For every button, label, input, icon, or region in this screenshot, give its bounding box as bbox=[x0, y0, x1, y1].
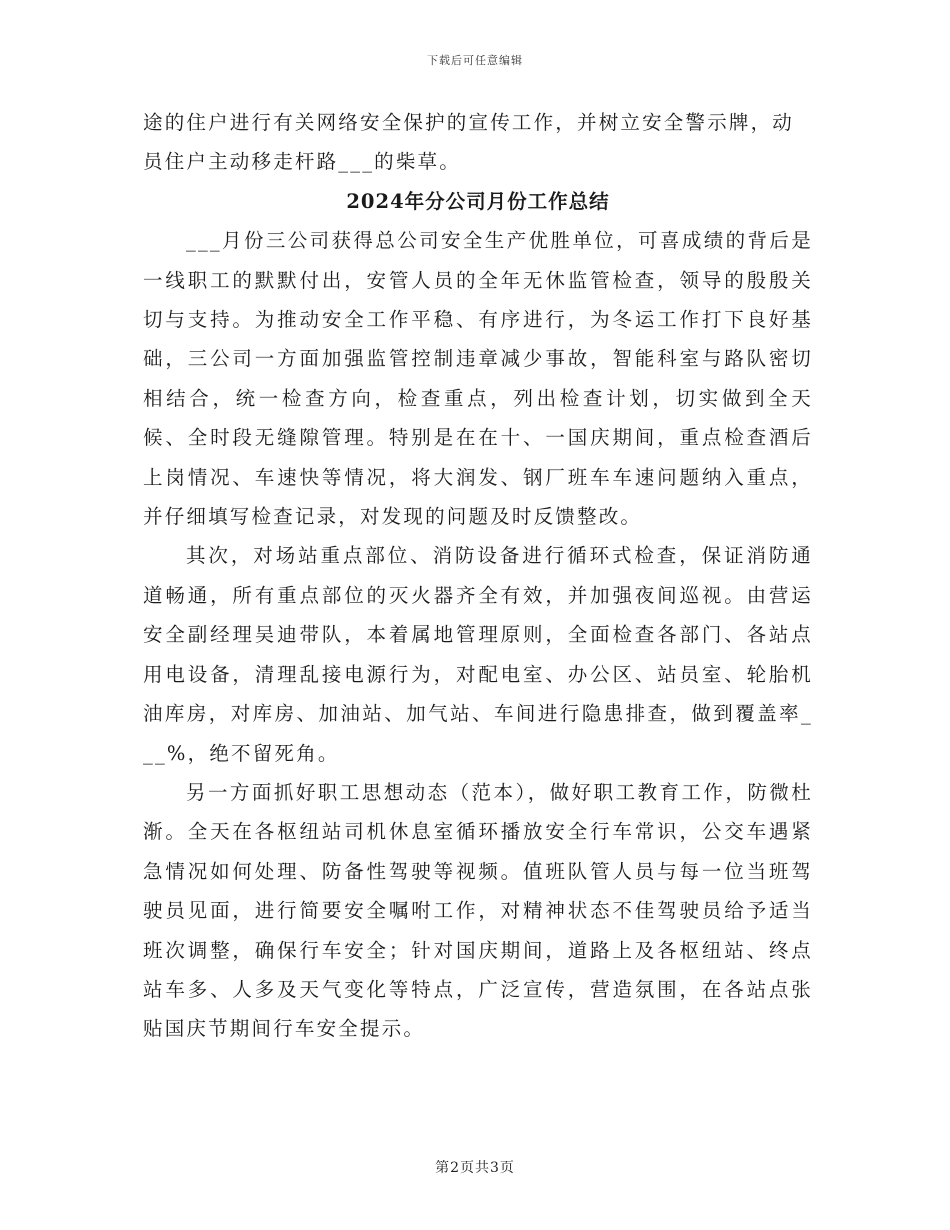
document-title: 2024年分公司月份工作总结 bbox=[346, 189, 610, 213]
continued-line-2: 员住户主动移走杆路___的柴草。 bbox=[143, 150, 461, 174]
document-body bbox=[143, 103, 813, 1049]
paragraph-1: ___月份三公司获得总公司安全生产优胜单位，可喜成绩的背后是一线职工的默默付出，安管人员的全年无休监管检查，领导的殷殷关切与支持。为推动安全工作平稳、有序进行，为冬运工作打下良好基础，三公司一方面加强监管控制违章减少事故，智能科室与路队密切相结合，统一检查方向，检查重点，列出检查计划，切实做到全天候、全时段无缝隙管理。特别是在在十、一国庆期间，重点检查酒后上岗情况、车速快等情况，将大润发、钢厂班车车速问题纳入重点，并仔细填写检查记录，对发现的问题及时反馈整改。 bbox=[143, 229, 813, 529]
paragraph-2: 其次，对场站重点部位、消防设备进行循环式检查，保证消防通道畅通，所有重点部位的灭火器齐全有效，并加强夜间巡视。由营运安全副经理吴迪带队，本着属地管理原则，全面检查各部门、各站点用电设备，清理乱接电源行为，对配电室、办公区、站员室、轮胎机油库房，对库房、加油站、加气站、车间进行隐患排查，做到覆盖率___%，绝不留死角。 bbox=[143, 544, 813, 765]
page-number: 第2页共3页 bbox=[435, 1160, 515, 1176]
continued-line-1: 途的住户进行有关网络安全保护的宣传工作，并树立安全警示牌，动 bbox=[143, 111, 795, 134]
header-note: 下载后可任意编辑 bbox=[427, 54, 523, 67]
paragraph-3: 另一方面抓好职工思想动态（范本），做好职工教育工作，防微杜渐。全天在各枢纽站司机休息室循环播放安全行车常识，公交车遇紧急情况如何处理、防备性驾驶等视频。值班队管人员与每一位当班驾驶员见面，进行简要安全嘱咐工作，对精神状态不佳驾驶员给予适当班次调整，确保行车安全；针对国庆期间，道路上及各枢纽站、终点站车多、人多及天气变化等特点，广泛宣传，营造氛围，在各站点张贴国庆节期间行车安全提示。 bbox=[143, 780, 813, 1041]
